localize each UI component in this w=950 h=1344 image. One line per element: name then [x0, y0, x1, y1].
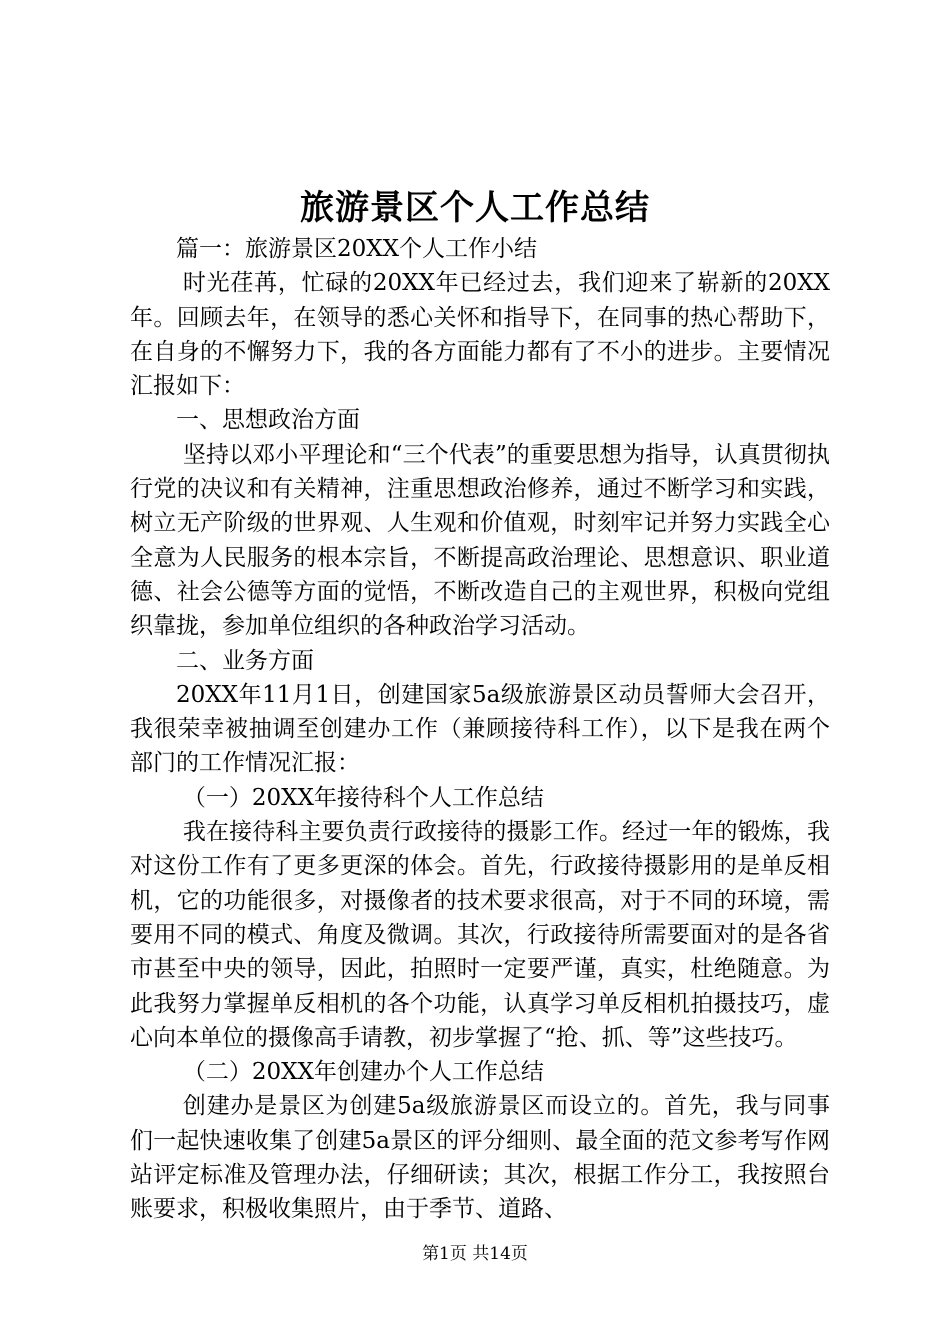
body-paragraph: 时光荏苒，忙碌的20XX年已经过去，我们迎来了崭新的20XX年。回顾去年，在领导的悉心关怀和指导下，在同事的热心帮助下，在自身的不懈努力下，我的各方面能力都有了不小的进步。主要情况汇报如下：: [130, 270, 830, 400]
subsection-heading: （二）20XX年创建办个人工作总结: [182, 1059, 544, 1086]
body-paragraph: 20XX年11月1日，创建国家5a级旅游景区动员誓师大会召开，我很荣幸被抽调至创建办工作（兼顾接待科工作），以下是我在两个部门的工作情况汇报：: [130, 681, 830, 777]
subsection-heading: （一）20XX年接待科个人工作总结: [182, 784, 544, 811]
section-heading: 二、业务方面: [176, 647, 314, 674]
document-body: [130, 232, 830, 1227]
section-heading: 一、思想政治方面: [176, 407, 360, 434]
body-paragraph: 坚持以邓小平理论和“三个代表”的重要思想为指导，认真贯彻执行党的决议和有关精神，注重思想政治修养，通过不断学习和实践，树立无产阶级的世界观、人生观和价值观，时刻牢记并努力实践全心全意为人民服务的根本宗旨，不断提高政治理论、思想意识、职业道德、社会公德等方面的觉悟，不断改造自己的主观世界，积极向党组织靠拢，参加单位组织的各种政治学习活动。: [130, 441, 830, 640]
body-paragraph: 创建办是景区为创建5a级旅游景区而设立的。首先，我与同事们一起快速收集了创建5a景区的评分细则、最全面的范文参考写作网站评定标准及管理办法，仔细研读；其次，根据工作分工，我按照台账要求，积极收集照片，由于季节、道路、: [130, 1093, 830, 1223]
page-footer: 第1页 共14页: [422, 1244, 528, 1264]
document-title: 旅游景区个人工作总结: [300, 188, 650, 228]
body-paragraph: 我在接待科主要负责行政接待的摄影工作。经过一年的锻炼，我对这份工作有了更多更深的体会。首先，行政接待摄影用的是单反相机，它的功能很多，对摄像者的技术要求很高，对于不同的环境，需要用不同的模式、角度及微调。其次，行政接待所需要面对的是各省市甚至中央的领导，因此，拍照时一定要严谨，真实，杜绝随意。为此我努力掌握单反相机的各个功能，认真学习单反相机拍摄技巧，虚心向本单位的摄像高手请教，初步掌握了“抢、抓、等”这些技巧。: [130, 819, 830, 1051]
section-heading: 篇一：旅游景区20XX个人工作小结: [176, 236, 538, 262]
